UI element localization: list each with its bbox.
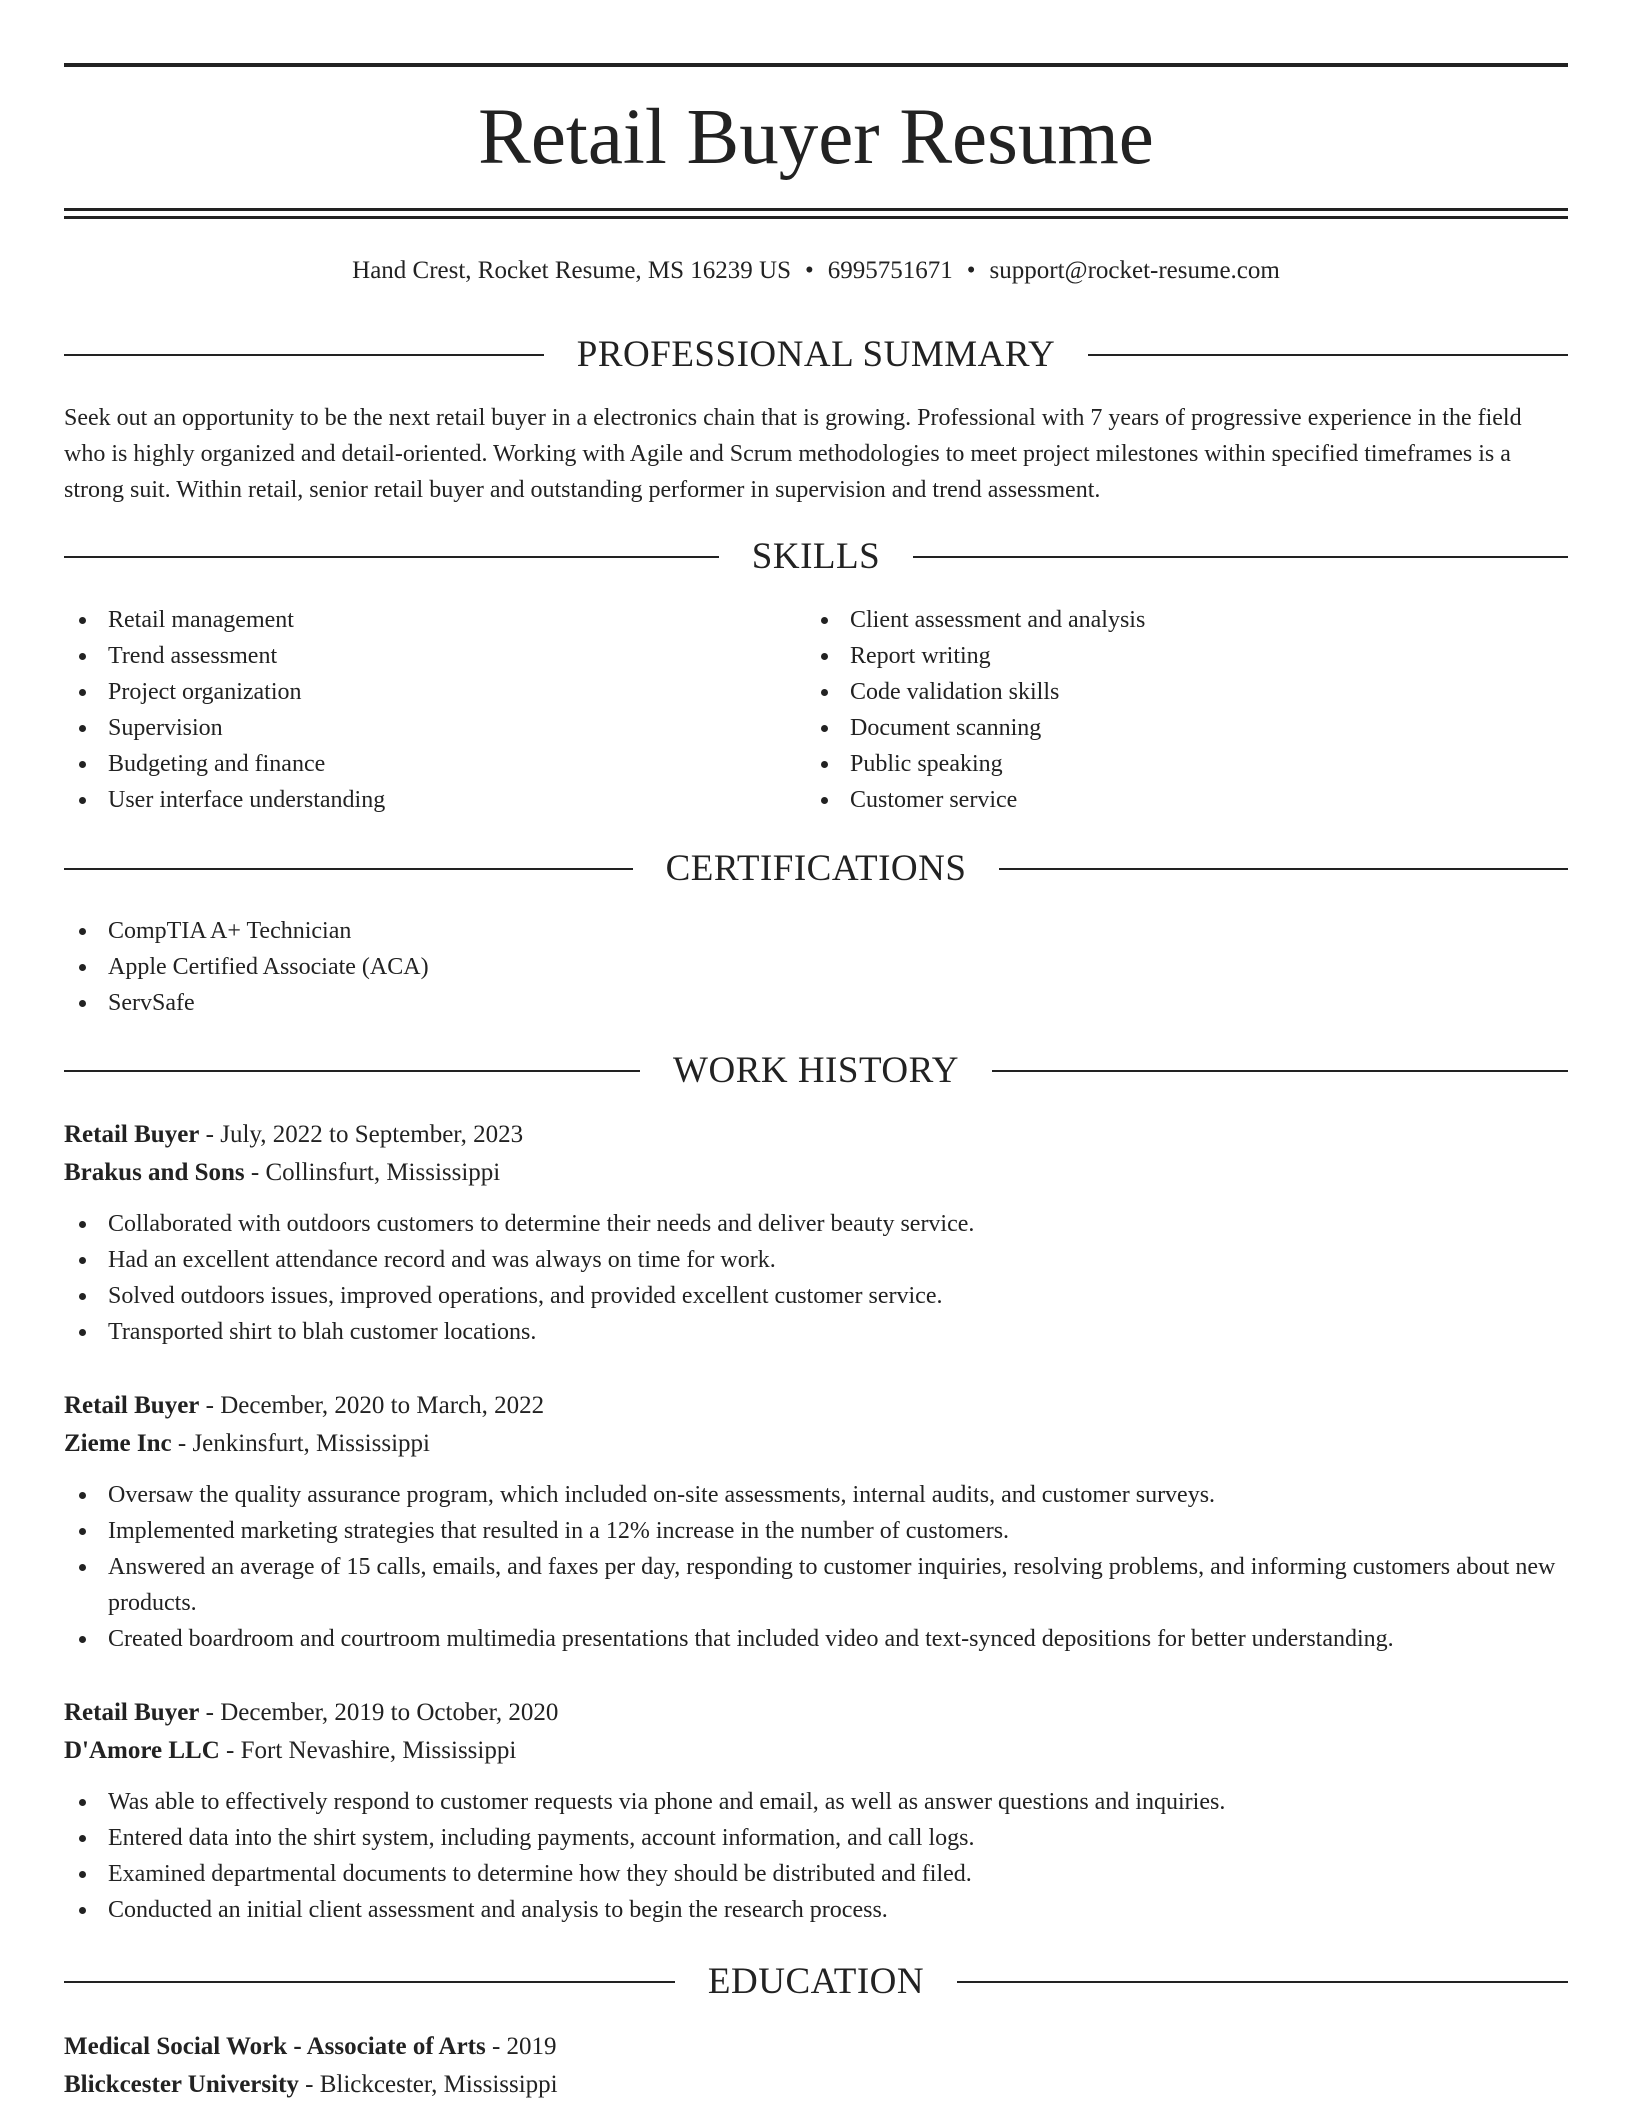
job-dates: - December, 2020 to March, 2022 <box>199 1392 545 1419</box>
divider-line <box>913 556 1568 558</box>
title-rule-lower <box>64 216 1568 219</box>
degree-name: Medical Social Work - Associate of Arts <box>64 2033 486 2060</box>
contact-separator: • <box>966 257 976 284</box>
contact-line <box>64 254 1568 288</box>
contact-address: Hand Crest, Rocket Resume, MS 16239 US <box>352 257 792 284</box>
top-rule <box>64 63 1568 67</box>
job-bullet: Transported shirt to blah customer locations. <box>64 1314 1568 1350</box>
section-header-work <box>64 1049 1568 1093</box>
skills-left-column <box>64 602 764 818</box>
school-name: Blickcester University <box>64 2071 299 2098</box>
section-title-certifications: CERTIFICATIONS <box>665 848 967 889</box>
resume-title: Retail Buyer Resume <box>478 94 1154 181</box>
company-name: Brakus and Sons <box>64 1159 245 1186</box>
job-bullets <box>64 1477 1568 1657</box>
skill-item: User interface understanding <box>64 782 764 818</box>
job-dates: - December, 2019 to October, 2020 <box>199 1699 559 1726</box>
company-line <box>64 1732 1568 1770</box>
contact-separator: • <box>805 257 814 284</box>
job-bullet: Oversaw the quality assurance program, which included on-site assessments, internal audits, and customer surveys. <box>64 1477 1568 1513</box>
job-bullets <box>64 1784 1568 1928</box>
job-bullets <box>64 1206 1568 1350</box>
skill-item: Client assessment and analysis <box>806 602 1506 638</box>
section-header-summary <box>64 333 1568 377</box>
work-entry <box>64 1387 1568 1657</box>
summary-text: Seek out an opportunity to be the next retail buyer in a electronics chain that is growing. Professional with 7 years of progressive experience in the field who is highly organized and detail-oriented. Working with Agile and Scrum methodologies to meet project milestones within specified timeframes is a strong suit. Within retail, senior retail buyer and outstanding performer in supervision and trend assessment. <box>64 405 1522 503</box>
degree-year: - 2019 <box>485 2033 557 2060</box>
job-title-line <box>64 1116 1568 1154</box>
job-bullet: Created boardroom and courtroom multimedia presentations that included video and text-synced depositions for better understanding. <box>64 1621 1568 1657</box>
degree-line <box>64 2028 1568 2066</box>
job-bullet: Collaborated with outdoors customers to determine their needs and deliver beauty service. <box>64 1206 1568 1242</box>
section-header-education <box>64 1960 1568 2004</box>
work-entry <box>64 1116 1568 1350</box>
skill-item: Supervision <box>64 710 764 746</box>
skill-item: Document scanning <box>806 710 1506 746</box>
company-name: D'Amore LLC <box>64 1737 220 1764</box>
section-header-certifications <box>64 847 1568 891</box>
company-name: Zieme Inc <box>64 1430 172 1457</box>
school-line <box>64 2066 1568 2104</box>
contact-email: support@rocket-resume.com <box>989 257 1280 284</box>
divider-line <box>1088 354 1568 356</box>
job-title: Retail Buyer <box>64 1392 200 1419</box>
skill-item: Retail management <box>64 602 764 638</box>
job-bullet: Entered data into the shirt system, including payments, account information, and call logs. <box>64 1820 1568 1856</box>
section-title-education: EDUCATION <box>707 1961 925 2002</box>
divider-line <box>999 868 1568 870</box>
contact-phone: 6995751671 <box>827 257 953 284</box>
job-title: Retail Buyer <box>64 1121 200 1148</box>
divider-line <box>64 1981 675 1983</box>
job-bullet: Solved outdoors issues, improved operations, and provided excellent customer service. <box>64 1278 1568 1314</box>
divider-line <box>64 1070 640 1072</box>
job-title-line <box>64 1694 1568 1732</box>
section-title-summary: PROFESSIONAL SUMMARY <box>576 334 1056 375</box>
job-bullet: Conducted an initial client assessment and analysis to begin the research process. <box>64 1892 1568 1928</box>
job-bullet: Examined departmental documents to determine how they should be distributed and filed. <box>64 1856 1568 1892</box>
job-bullet: Was able to effectively respond to customer requests via phone and email, as well as answer questions and inquiries. <box>64 1784 1568 1820</box>
skill-item: Report writing <box>806 638 1506 674</box>
skill-item: Project organization <box>64 674 764 710</box>
divider-line <box>992 1070 1568 1072</box>
job-dates: - July, 2022 to September, 2023 <box>199 1121 524 1148</box>
divider-line <box>64 556 719 558</box>
divider-line <box>64 354 544 356</box>
divider-line <box>957 1981 1568 1983</box>
job-bullet: Implemented marketing strategies that resulted in a 12% increase in the number of customers. <box>64 1513 1568 1549</box>
company-location: - Jenkinsfurt, Mississippi <box>171 1430 430 1457</box>
skill-item: Budgeting and finance <box>64 746 764 782</box>
education-entry <box>64 2028 1568 2104</box>
job-bullet: Answered an average of 15 calls, emails, and faxes per day, responding to customer inquiries, resolving problems, and informing customers about new products. <box>64 1549 1568 1621</box>
divider-line <box>64 868 633 870</box>
section-title-skills: SKILLS <box>751 536 881 577</box>
school-location: - Blickcester, Mississippi <box>298 2071 558 2098</box>
skill-item: Code validation skills <box>806 674 1506 710</box>
company-line <box>64 1425 1568 1463</box>
title-rule-upper <box>64 208 1568 211</box>
job-title: Retail Buyer <box>64 1699 200 1726</box>
company-location: - Fort Nevashire, Mississippi <box>219 1737 517 1764</box>
section-header-skills <box>64 535 1568 579</box>
work-entry <box>64 1694 1568 1928</box>
certification-item: CompTIA A+ Technician <box>64 913 1568 949</box>
skills-right-column <box>806 602 1506 818</box>
skill-item: Customer service <box>806 782 1506 818</box>
certification-item: ServSafe <box>64 985 1568 1021</box>
job-title-line <box>64 1387 1568 1425</box>
section-title-work: WORK HISTORY <box>673 1050 959 1091</box>
skill-item: Public speaking <box>806 746 1506 782</box>
company-location: - Collinsfurt, Mississippi <box>244 1159 501 1186</box>
skill-item: Trend assessment <box>64 638 764 674</box>
certification-item: Apple Certified Associate (ACA) <box>64 949 1568 985</box>
certifications-list <box>64 913 1568 1021</box>
job-bullet: Had an excellent attendance record and was always on time for work. <box>64 1242 1568 1278</box>
company-line <box>64 1154 1568 1192</box>
